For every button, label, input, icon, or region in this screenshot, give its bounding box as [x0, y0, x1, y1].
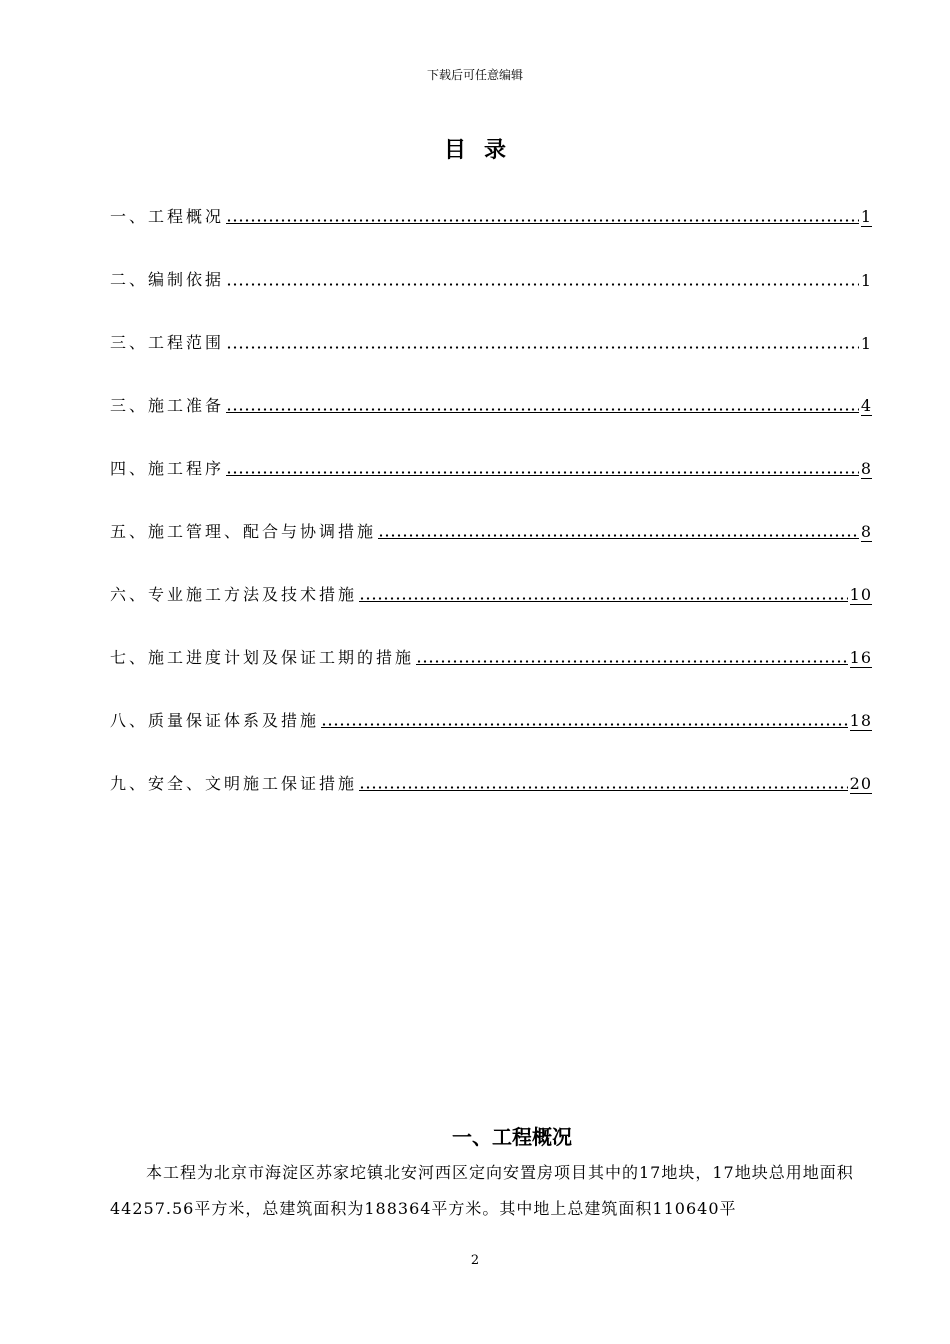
toc-entry-label: 四、施工程序: [110, 459, 225, 478]
toc-entry-page: 8: [860, 459, 872, 478]
toc-entry-page: 1: [860, 334, 872, 353]
toc-leader-dots: [416, 660, 848, 665]
toc-leader-dots: [359, 786, 848, 791]
toc-entry-label: 八、质量保证体系及措施: [110, 711, 320, 730]
table-of-contents: [110, 183, 872, 813]
toc-entry[interactable]: [110, 624, 872, 687]
toc-entry-page: 20: [849, 774, 872, 793]
toc-entry-page: 18: [849, 711, 872, 730]
toc-leader-dots: [226, 283, 859, 286]
toc-entry[interactable]: [110, 561, 872, 624]
toc-entry-page: 4: [860, 396, 872, 415]
toc-leader-dots: [359, 597, 848, 602]
toc-entry[interactable]: [110, 183, 872, 246]
toc-entry-label: 一、工程概况: [110, 207, 225, 226]
body-text: [110, 1155, 872, 1227]
body-paragraph: 本工程为北京市海淀区苏家坨镇北安河西区定向安置房项目其中的17地块，17地块总用地面积44257.56平方米，总建筑面积为188364平方米。其中地上总建筑面积110640平: [110, 1163, 854, 1218]
page-number: 2: [470, 1253, 480, 1268]
toc-leader-dots: [226, 471, 859, 476]
toc-leader-dots: [321, 723, 848, 728]
toc-entry-label: 三、工程范围: [110, 333, 225, 352]
toc-entry[interactable]: [110, 687, 872, 750]
toc-leader-dots: [226, 219, 859, 224]
toc-entry-page: 16: [849, 648, 872, 667]
toc-entry-label: 三、施工准备: [110, 396, 225, 415]
toc-entry-label: 七、施工进度计划及保证工期的措施: [110, 648, 415, 667]
toc-entry[interactable]: [110, 246, 872, 309]
toc-entry-label: 二、编制依据: [110, 270, 225, 289]
header-note: 下载后可任意编辑: [426, 68, 523, 82]
toc-entry-label: 六、专业施工方法及技术措施: [110, 585, 358, 604]
toc-entry-page: 1: [860, 271, 872, 290]
toc-title: 目录: [443, 138, 524, 163]
toc-leader-dots: [226, 346, 859, 349]
toc-entry-page: 1: [860, 207, 872, 226]
toc-entry-label: 五、施工管理、配合与协调措施: [110, 522, 377, 541]
toc-entry[interactable]: [110, 372, 872, 435]
toc-entry-label: 九、安全、文明施工保证措施: [110, 774, 358, 793]
toc-entry[interactable]: [110, 498, 872, 561]
toc-entry[interactable]: [110, 309, 872, 372]
toc-entry-page: 8: [860, 522, 872, 541]
toc-leader-dots: [226, 408, 859, 413]
toc-entry[interactable]: [110, 750, 872, 813]
toc-entry-page: 10: [849, 585, 872, 604]
section-heading: 一、工程概况: [452, 1125, 572, 1149]
toc-entry[interactable]: [110, 435, 872, 498]
toc-leader-dots: [378, 534, 859, 539]
